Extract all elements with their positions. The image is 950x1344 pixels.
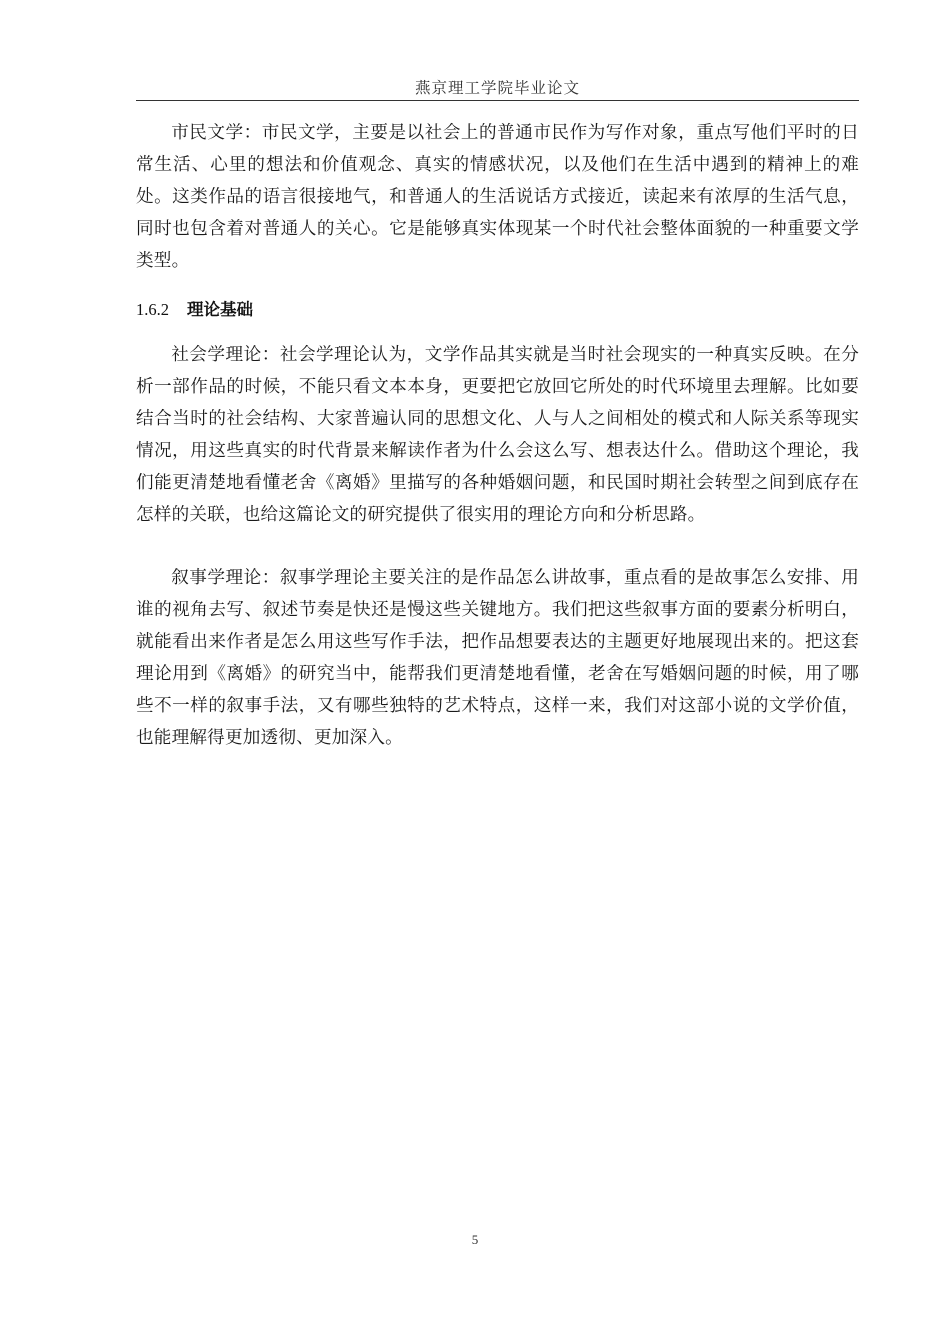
running-header: 燕京理工学院毕业论文 xyxy=(414,79,580,97)
section-title: 理论基础 xyxy=(187,300,253,319)
paragraph-civic-literature: 市民文学：市民文学，主要是以社会上的普通市民作为写作对象，重点写他们平时的日常生活、心里的想法和价值观念、真实的情感状况，以及他们在生活中遇到的精神上的难处。这类作品的语言很接地气，和普通人的生活说话方式接近，读起来有浓厚的生活气息，同时也包含着对普通人的关心。它是能够真实体现某一个时代社会整体面貌的一种重要文学类型。 xyxy=(136,123,859,271)
paragraph-sociology-theory: 社会学理论：社会学理论认为，文学作品其实就是当时社会现实的一种真实反映。在分析一部作品的时候，不能只看文本本身，更要把它放回它所处的时代环境里去理解。比如要结合当时的社会结构、大家普遍认同的思想文化、人与人之间相处的模式和人际关系等现实情况，用这些真实的时代背景来解读作者为什么会这么写、想表达什么。借助这个理论，我们能更清楚地看懂老舍《离婚》里描写的各种婚姻问题，和民国时期社会转型之间到底存在怎样的关联，也给这篇论文的研究提供了很实用的理论方向和分析思路。 xyxy=(136,345,859,525)
section-heading xyxy=(136,296,253,324)
header-rule xyxy=(136,100,859,101)
page-number: 5 xyxy=(471,1232,479,1247)
paragraph-narratology-theory: 叙事学理论：叙事学理论主要关注的是作品怎么讲故事，重点看的是故事怎么安排、用谁的视角去写、叙述节奏是快还是慢这些关键地方。我们把这些叙事方面的要素分析明白，就能看出来作者是怎么用这些写作手法，把作品想要表达的主题更好地展现出来的。把这套理论用到《离婚》的研究当中，能帮我们更清楚地看懂，老舍在写婚姻问题的时候，用了哪些不一样的叙事手法，又有哪些独特的艺术特点，这样一来，我们对这部小说的文学价值，也能理解得更加透彻、更加深入。 xyxy=(136,568,859,748)
section-number: 1.6.2 xyxy=(136,300,169,319)
